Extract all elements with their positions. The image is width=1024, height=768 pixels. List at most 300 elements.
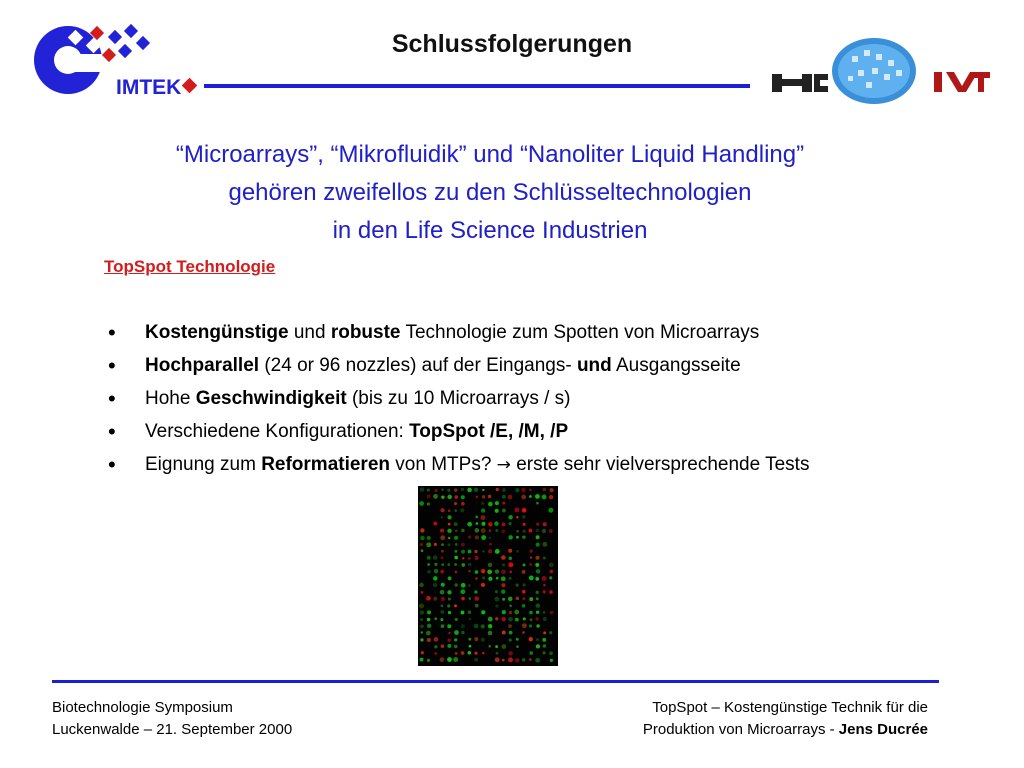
wafer-disk-icon (832, 38, 916, 104)
microarray-spot (441, 610, 445, 614)
microarray-spot (508, 651, 512, 655)
microarray-spot (516, 638, 519, 641)
microarray-spot (476, 522, 479, 525)
microarray-spot (441, 550, 444, 553)
bullet-text-bold: TopSpot /E, /M, /P (409, 421, 569, 442)
microarray-spot (536, 502, 539, 505)
microarray-spot (447, 657, 452, 662)
microarray-spot (508, 522, 511, 525)
microarray-spot (536, 610, 539, 613)
microarray-spot (522, 583, 525, 586)
footer-talk-title-cont (643, 719, 928, 741)
microarray-spot (433, 597, 437, 601)
microarray-spot (481, 515, 486, 520)
microarray-spot (522, 590, 526, 594)
microarray-spot (488, 577, 492, 581)
microarray-spot (536, 638, 539, 641)
microarray-spot (475, 596, 480, 601)
microarray-spot (433, 494, 438, 499)
microarray-spot (420, 658, 424, 662)
microarray-spot (536, 529, 540, 533)
microarray-spot (495, 590, 498, 593)
microarray-spot (454, 645, 458, 649)
microarray-spot (502, 659, 505, 662)
microarray-spot (467, 522, 472, 527)
microarray-spot (427, 659, 430, 662)
microarray-spot (420, 624, 424, 628)
microarray-spot (496, 577, 499, 580)
microarray-spot (448, 597, 451, 600)
microarray-spot (454, 604, 457, 607)
microarray-spot (495, 604, 498, 607)
bullet-text: von MTPs? (390, 454, 497, 475)
bullet-item (108, 351, 968, 384)
microarray-spot (488, 617, 493, 622)
footer-event: Biotechnologie Symposium (52, 699, 233, 716)
microarray-spot (482, 550, 484, 552)
bullet-item (108, 384, 968, 417)
footer-right (643, 697, 928, 741)
microarray-spot (502, 529, 506, 533)
microarray-spot (536, 569, 540, 573)
microarray-spot (440, 657, 445, 662)
microarray-spot (502, 509, 506, 513)
microarray-spot (515, 618, 519, 622)
microarray-spot (550, 488, 554, 492)
title-divider (204, 84, 750, 88)
microarray-spot (434, 637, 439, 642)
microarray-spot (523, 563, 526, 566)
microarray-spot (419, 583, 423, 587)
microarray-spot (468, 535, 471, 538)
microarray-spot (549, 563, 554, 568)
microarray-spot (543, 644, 546, 647)
microarray-spot (530, 618, 533, 621)
microarray-spot (542, 651, 545, 654)
microarray-spot (516, 584, 519, 587)
microarray-spot (522, 604, 526, 608)
microarray-spot (454, 536, 458, 540)
microarray-spot (447, 604, 450, 607)
microarray-spot (482, 489, 484, 491)
microarray-spot (550, 570, 554, 574)
microarray-spot (420, 638, 423, 641)
microarray-spot (468, 610, 472, 614)
microarray-spot (453, 657, 458, 662)
microarray-spot (549, 631, 552, 634)
bullet-text-bold: und (576, 355, 612, 376)
microarray-spot (474, 637, 478, 641)
bullet-text-bold: Geschwindigkeit (195, 388, 347, 409)
microarray-spot (494, 521, 499, 526)
hsg-ivt-logo (772, 36, 990, 106)
microarray-spot (469, 617, 472, 620)
microarray-spot (419, 501, 424, 506)
microarray-spot (441, 563, 444, 566)
microarray-spot (420, 487, 425, 492)
microarray-spot (501, 570, 505, 574)
microarray-spot (448, 632, 450, 634)
microarray-spot (542, 542, 547, 547)
microarray-spot (454, 509, 457, 512)
microarray-spot (543, 584, 545, 586)
microarray-spot (455, 652, 458, 655)
microarray-spot (514, 610, 519, 615)
bullet-text: Hohe (145, 388, 196, 409)
microarray-spot (495, 501, 499, 505)
microarray-spot (441, 556, 444, 559)
microarray-spot (461, 488, 464, 491)
microarray-spot (481, 638, 485, 642)
bullet-text: (24 or 96 nozzles) auf der Eingangs- (259, 355, 577, 376)
microarray-spot (447, 624, 451, 628)
microarray-spot (435, 489, 438, 492)
microarray-spot (516, 536, 519, 539)
microarray-spot (536, 603, 541, 608)
microarray-spot (501, 576, 506, 581)
bullet-text: (bis zu 10 Microarrays / s) (346, 388, 571, 409)
microarray-spot (461, 597, 464, 600)
microarray-spot (440, 590, 445, 595)
microarray-spot (454, 556, 458, 560)
bullet-text: erste sehr vielversprechende Tests (510, 454, 810, 475)
microarray-spot (543, 590, 546, 593)
microarray-spot (529, 563, 532, 566)
microarray-spot (454, 638, 457, 641)
microarray-spot (509, 571, 512, 574)
microarray-spot (488, 624, 492, 628)
microarray-spot (501, 644, 506, 649)
microarray-image (418, 486, 558, 666)
microarray-spot (474, 624, 479, 629)
microarray-spot (461, 611, 465, 615)
microarray-spot (509, 631, 513, 635)
footer-divider (52, 680, 939, 683)
microarray-spot (427, 488, 430, 491)
bullet-item (108, 450, 968, 483)
microarray-spot (461, 624, 465, 628)
microarray-spot (542, 495, 547, 500)
microarray-spot (481, 535, 486, 540)
microarray-spot (509, 577, 512, 580)
microarray-spot (536, 535, 540, 539)
microarray-spot (495, 509, 499, 513)
microarray-spot (475, 570, 479, 574)
bullet-item (108, 417, 968, 450)
microarray-spot (502, 502, 505, 505)
microarray-spot (460, 589, 465, 594)
microarray-spot (543, 631, 546, 634)
microarray-spot (508, 597, 513, 602)
bullet-text-bold: Reformatieren (261, 454, 391, 475)
microarray-spot (548, 508, 553, 513)
microarray-spot (420, 618, 423, 621)
microarray-spot (474, 488, 478, 492)
microarray-spot (535, 658, 540, 663)
microarray-spot (427, 494, 431, 498)
microarray-spot (475, 528, 480, 533)
microarray-spot (426, 542, 431, 547)
microarray-spot (509, 604, 512, 607)
microarray-spot (508, 515, 513, 520)
microarray-spot (529, 637, 533, 641)
microarray-spot (489, 543, 492, 546)
microarray-spot (529, 488, 532, 491)
microarray-spot (529, 611, 533, 615)
microarray-spot (454, 522, 458, 526)
microarray-spot (468, 651, 472, 655)
microarray-spot (426, 596, 431, 601)
microarray-spot (489, 529, 492, 532)
headline-line: in den Life Science Industrien (332, 217, 648, 244)
microarray-spot (536, 591, 539, 594)
microarray-spot (488, 522, 492, 526)
microarray-spot (481, 569, 485, 573)
microarray-spot (521, 488, 526, 493)
bullet-item (108, 318, 968, 351)
microarray-spot (448, 611, 451, 614)
microarray-spot (496, 652, 499, 655)
microarray-spot (481, 508, 485, 512)
microarray-spot (482, 576, 485, 579)
microarray-spot (448, 523, 451, 526)
bullet-text-bold: Kostengünstige (145, 322, 289, 343)
microarray-spot (488, 563, 492, 567)
microarray-spot (501, 583, 505, 587)
imtek-logo-text: IMTEK (116, 76, 182, 99)
microarray-spot (440, 570, 444, 574)
microarray-spot (542, 576, 547, 581)
bullet-dot-icon: • (108, 419, 116, 444)
microarray-spot (488, 502, 493, 507)
microarray-spot (495, 529, 498, 532)
microarray-spot (481, 522, 485, 526)
microarray-spot (508, 562, 513, 567)
microarray-spot (522, 623, 527, 628)
microarray-spot (501, 589, 505, 593)
microarray-spot (434, 543, 437, 546)
microarray-spot (536, 624, 540, 628)
microarray-spot (502, 488, 506, 492)
microarray-spot (461, 495, 465, 499)
microarray-spot (461, 543, 465, 547)
topspot-subheading: TopSpot Technologie (104, 257, 276, 276)
footer-author: Jens Ducrée (838, 721, 928, 738)
microarray-spot (502, 610, 506, 614)
arrow-right-icon: → (496, 455, 511, 475)
microarray-spot (447, 529, 451, 533)
microarray-spot (535, 577, 539, 581)
microarray-spot (509, 639, 512, 642)
microarray-spot (529, 597, 533, 601)
microarray-spot (535, 556, 539, 560)
microarray-spot (468, 570, 471, 573)
microarray-spot (440, 529, 444, 533)
bullet-text: Technologie zum Spotten von Microarrays (400, 322, 760, 343)
microarray-spot (454, 630, 459, 635)
microarray-spot (543, 611, 546, 614)
microarray-spot (448, 576, 452, 580)
microarray-spot (523, 597, 525, 599)
microarray-spot (427, 618, 431, 622)
microarray-spot (508, 617, 513, 622)
microarray-spot (440, 508, 444, 512)
microarray-spot (529, 495, 532, 498)
bullet-text: Eignung zum (145, 454, 262, 475)
microarray-spot (481, 624, 485, 628)
microarray-spot (535, 563, 539, 567)
microarray-spot (516, 645, 519, 648)
microarray-spot (441, 543, 444, 546)
microarray-spot (421, 631, 423, 633)
microarray-spot (542, 638, 546, 642)
microarray-spot (420, 610, 424, 614)
microarray-spot (482, 652, 485, 655)
microarray-spot (474, 556, 478, 560)
microarray-spot (481, 583, 485, 587)
microarray-spot (461, 550, 465, 554)
microarray-spot (549, 529, 553, 533)
bullet-dot-icon: • (108, 320, 116, 345)
microarray-spot (447, 590, 451, 594)
microarray-spot (495, 549, 500, 554)
microarray-spot (448, 509, 451, 512)
microarray-spot (427, 556, 431, 560)
microarray-spot (481, 528, 486, 533)
microarray-spot (508, 549, 512, 553)
microarray-spot (427, 502, 430, 505)
microarray-spot (455, 571, 458, 574)
microarray-spot (522, 515, 525, 518)
microarray-spot (447, 638, 451, 642)
microarray-spot (441, 604, 444, 607)
microarray-spot (543, 556, 546, 559)
microarray-spot (434, 652, 437, 655)
microarray-spot (441, 495, 444, 498)
microarray-spot (475, 604, 479, 608)
microarray-spot (441, 624, 445, 628)
microarray-spot (502, 598, 505, 601)
microarray-spot (536, 522, 540, 526)
bullet-text-bold: robuste (330, 322, 401, 343)
microarray-spot (433, 522, 437, 526)
microarray-spot (454, 563, 457, 566)
headline-line: gehören zweifellos zu den Schlüsseltechnologien (228, 179, 752, 206)
microarray-spot (529, 658, 532, 661)
microarray-spot (488, 631, 492, 635)
microarray-spot (420, 528, 424, 532)
microarray-spot (522, 508, 527, 513)
microarray-spot (468, 550, 472, 554)
microarray-spot (433, 576, 437, 580)
microarray-spot (448, 543, 451, 546)
microarray-spot (454, 495, 458, 499)
microarray-spot (488, 495, 492, 499)
microarray-spot (543, 522, 547, 526)
microarray-spot (550, 611, 554, 615)
microarray-spot (542, 529, 547, 534)
microarray-spot (509, 611, 512, 614)
microarray-spot (427, 610, 431, 614)
footer-location-date: Luckenwalde – 21. September 2000 (52, 721, 293, 738)
microarray-spot (523, 523, 526, 526)
bullet-text: Verschiedene Konfigurationen: (145, 421, 410, 442)
microarray-spot (536, 543, 540, 547)
ivt-mark (934, 72, 990, 92)
microarray-spot (441, 488, 444, 491)
microarray-spot (502, 617, 506, 621)
microarray-spot (447, 515, 451, 519)
microarray-spot (516, 550, 519, 553)
microarray-spot (508, 535, 513, 540)
microarray-spot (535, 494, 540, 499)
microarray-spot (419, 604, 424, 609)
bullet-text: und (288, 322, 331, 343)
microarray-spot (454, 502, 457, 505)
microarray-spot (468, 584, 471, 587)
microarray-spot (475, 535, 479, 539)
hsg-mark (772, 74, 828, 92)
microarray-spot (469, 597, 472, 600)
microarray-spot (536, 597, 539, 600)
microarray-spot (516, 530, 519, 533)
microarray-spot (427, 563, 430, 566)
microarray-spot (481, 502, 485, 506)
microarray-spot (441, 516, 443, 518)
microarray-spot (529, 529, 533, 533)
microarray-spot (441, 583, 445, 587)
microarray-spot (420, 543, 423, 546)
footer-left (52, 697, 292, 741)
microarray-spot (447, 644, 451, 648)
microarray-spot (461, 529, 465, 533)
footer-talk-title: TopSpot – Kostengünstige Technik für die (652, 699, 928, 716)
microarray-spot (522, 535, 525, 538)
microarray-spot (461, 583, 466, 588)
microarray-spot (434, 563, 437, 566)
microarray-spot (461, 631, 464, 634)
microarray-spot (495, 645, 498, 648)
microarray-spot (475, 516, 478, 519)
microarray-spot (522, 658, 525, 661)
microarray-spot (468, 638, 471, 641)
microarray-spot (462, 557, 464, 559)
microarray-spot (508, 624, 512, 628)
microarray-spot (474, 590, 477, 593)
microarray-spot (521, 495, 526, 500)
microarray-spot (488, 537, 491, 540)
microarray-spot (509, 556, 513, 560)
microarray-spot (501, 555, 506, 560)
microarray-spot (543, 617, 547, 621)
microarray-spot (508, 657, 513, 662)
microarray-spot (461, 651, 465, 655)
microarray-spot (487, 569, 492, 574)
microarray-spot (549, 576, 552, 579)
microarray-spot (474, 658, 478, 662)
microarray-spot (433, 583, 437, 587)
microarray-spot (550, 659, 553, 662)
microarray-spot (475, 577, 477, 579)
microarray-spot (426, 631, 431, 636)
microarray-spot (488, 549, 492, 553)
bullet-dot-icon: • (108, 353, 116, 378)
microarray-spot (460, 508, 464, 512)
microarray-spot (454, 583, 458, 587)
microarray-spot (496, 488, 499, 491)
microarray-spot (481, 610, 485, 614)
microarray-spot (447, 563, 450, 566)
